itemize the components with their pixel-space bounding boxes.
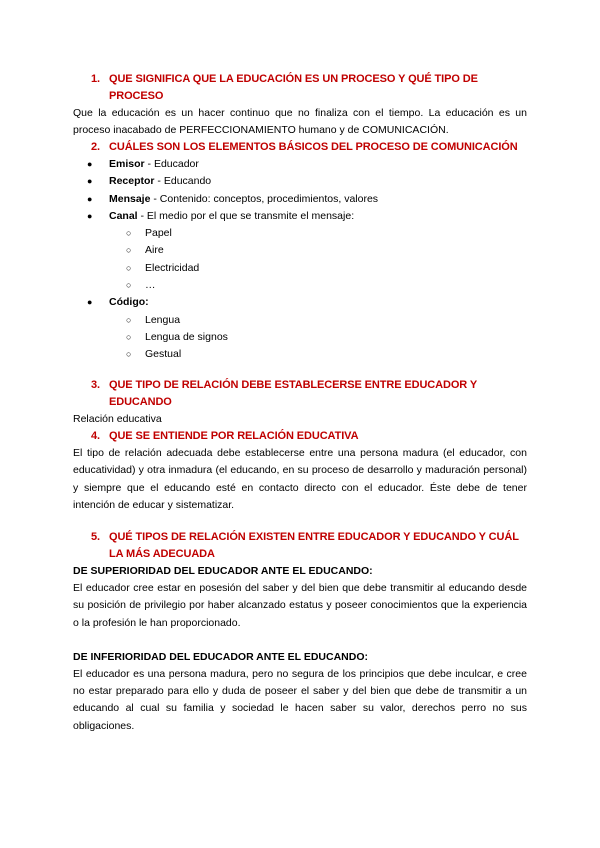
subsection-body: El educador es una persona madura, pero no segura de los principios que debe inculcar, e cree no estar preparado para ello y duda de poseer el saber y del bien que debe de transmitir a un educando al cual su familia y sociedad le hacen saber su valor, derechos perro no sus obligaciones. bbox=[73, 667, 527, 732]
section-1 bbox=[73, 71, 527, 140]
circle-bullet-icon: ○ bbox=[126, 262, 132, 273]
bullet-icon: ● bbox=[87, 297, 93, 308]
section-3 bbox=[73, 377, 527, 428]
circle-bullet-icon: ○ bbox=[126, 245, 132, 256]
list-item-receptor: ● Receptor - Educando bbox=[73, 173, 527, 190]
sub-list-item: ○ Lengua de signos bbox=[73, 329, 527, 346]
circle-bullet-icon: ○ bbox=[126, 228, 132, 239]
subsection-title: DE SUPERIORIDAD DEL EDUCADOR ANTE EL EDUCANDO: bbox=[73, 565, 373, 577]
element-list bbox=[73, 156, 527, 364]
circle-bullet-icon: ○ bbox=[126, 314, 132, 325]
list-item-codigo: ● Código: ○ Lengua ○ Lengua de signos ○ Gestual bbox=[73, 294, 527, 363]
sub-list-item: ○ Lengua bbox=[73, 312, 527, 329]
section-2 bbox=[73, 139, 527, 364]
section-heading: 3. QUE TIPO DE RELACIÓN DEBE ESTABLECERSE ENTRE EDUCADOR Y EDUCANDO bbox=[91, 379, 477, 408]
sub-list-item: ○ Aire bbox=[73, 242, 527, 259]
list-item-canal: ● Canal - El medio por el que se transmite el mensaje: ○ Papel ○ Aire ○ Electricidad ○ … bbox=[73, 208, 527, 294]
sub-list-item: ○ Gestual bbox=[73, 346, 527, 363]
list-item-mensaje: ● Mensaje - Contenido: conceptos, procedimientos, valores bbox=[73, 191, 527, 208]
section-heading: 4. QUE SE ENTIENDE POR RELACIÓN EDUCATIVA bbox=[91, 430, 359, 442]
bullet-icon: ● bbox=[87, 159, 93, 169]
list-item-emisor: ● Emisor - Educador bbox=[73, 156, 527, 173]
section-body: El tipo de relación adecuada debe establecerse entre una persona madura (el educador, con educatividad) y otra inmadura (el educando, en su proceso de desarrollo y maduración personal) y siempre que el educando esté en contacto directo con el educador. Éste debe de tener intención de educar y sistematizar. bbox=[73, 447, 527, 511]
sub-list-item: ○ … bbox=[73, 277, 527, 294]
section-body: Que la educación es un hacer continuo que no finaliza con el tiempo. La educación es un proceso inacabado de PERFECCIONAMIENTO humano y de COMUNICACIÓN. bbox=[73, 107, 527, 137]
subsection-body: El educador cree estar en posesión del saber y del bien que debe transmitir al educando desde su posición de privilegio por haber alcanzado estatus y poseer conocimientos que la experiencia o la profesión le han proporcionado. bbox=[73, 582, 527, 629]
section-heading: 1. QUE SIGNIFICA QUE LA EDUCACIÓN ES UN PROCESO Y QUÉ TIPO DE PROCESO bbox=[91, 73, 478, 102]
subsection-title: DE INFERIORIDAD DEL EDUCADOR ANTE EL EDUCANDO: bbox=[73, 650, 368, 663]
section-heading: 5. QUÉ TIPOS DE RELACIÓN EXISTEN ENTRE EDUCADOR Y EDUCANDO Y CUÁL LA MÁS ADECUADA bbox=[91, 531, 519, 560]
bullet-icon: ● bbox=[87, 210, 93, 221]
circle-bullet-icon: ○ bbox=[126, 280, 132, 291]
sub-list-item: ○ Electricidad bbox=[73, 260, 527, 277]
section-4 bbox=[73, 428, 527, 514]
sub-list bbox=[109, 312, 527, 364]
circle-bullet-icon: ○ bbox=[126, 349, 132, 360]
section-body: Relación educativa bbox=[73, 413, 162, 425]
sub-list-item: ○ Papel bbox=[73, 225, 527, 242]
section-heading: 2. CUÁLES SON LOS ELEMENTOS BÁSICOS DEL PROCESO DE COMUNICACIÓN bbox=[91, 141, 518, 153]
section-5 bbox=[73, 529, 527, 735]
bullet-icon: ● bbox=[87, 193, 93, 204]
sub-list bbox=[109, 225, 527, 294]
circle-bullet-icon: ○ bbox=[126, 331, 132, 342]
bullet-icon: ● bbox=[87, 176, 93, 187]
